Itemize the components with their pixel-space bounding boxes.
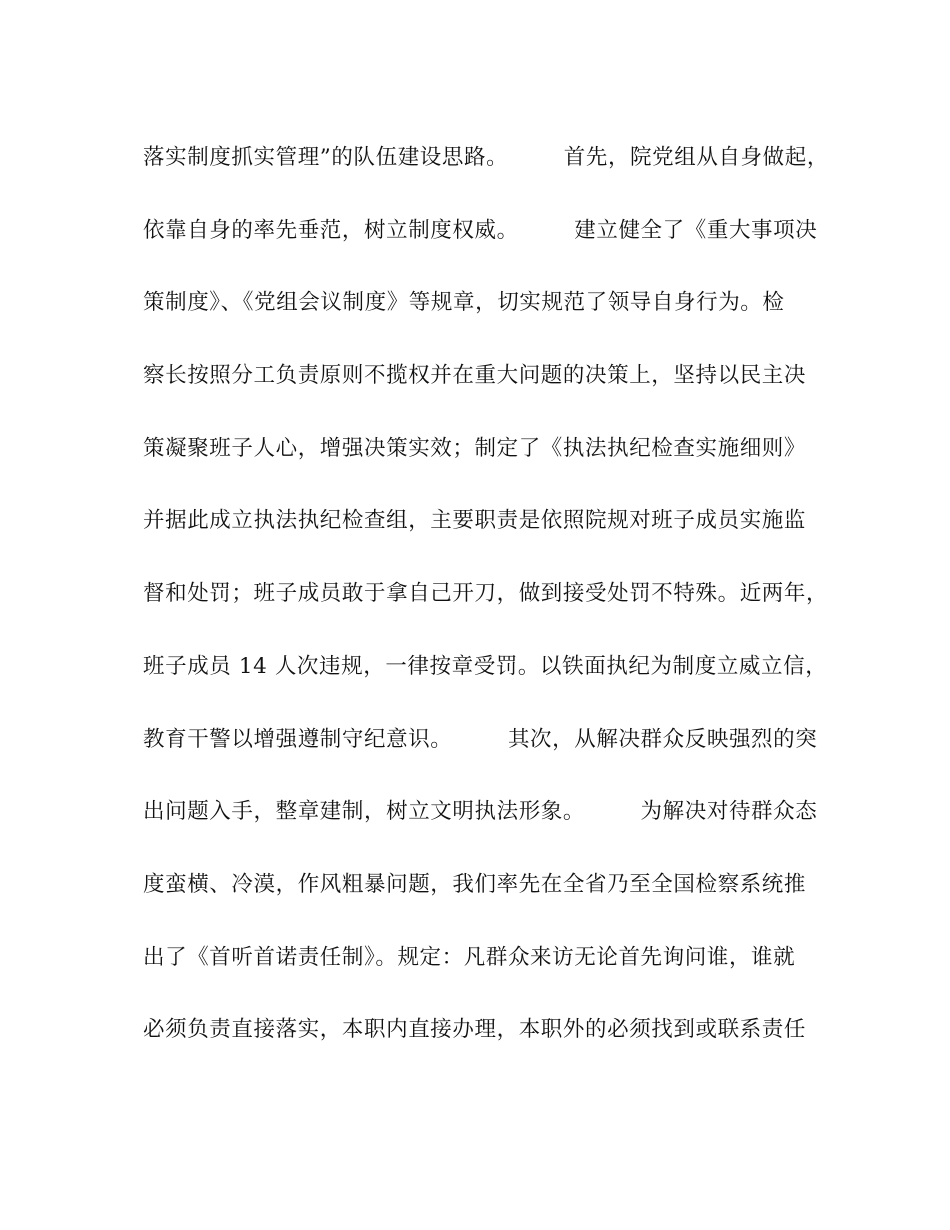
text-line: 督和处罚；班子成员敢于拿自己开刀，做到接受处罚不特殊。近两年，: [143, 581, 829, 607]
text-line: 并据此成立执法执纪检查组，主要职责是依照院规对班子成员实施监: [143, 508, 807, 534]
text-line: 出问题入手，整章建制，树立文明执法形象。 为解决对待群众态: [143, 799, 818, 825]
text-line: 度蛮横、冷漠，作风粗暴问题，我们率先在全省乃至全国检察系统推: [143, 871, 807, 897]
body-text: [143, 136, 829, 1081]
text-line: 察长按照分工负责原则不揽权并在重大问题的决策上，坚持以民主决: [143, 363, 807, 389]
text-line: 出了《首听首诺责任制》。规定：凡群众来访无论首先询问谁，谁就: [143, 944, 796, 970]
text-line: 策凝聚班子人心，增强决策实效；制定了《执法执纪检查实施细则》: [143, 435, 807, 461]
text-line: 必须负责直接落实，本职内直接办理，本职外的必须找到或联系责任: [143, 1017, 807, 1043]
text-line: 落实制度抓实管理”的队伍建设思路。 首先，院党组从自身做起，: [143, 145, 829, 170]
text-line: 教育干警以增强遵制守纪意识。 其次，从解决群众反映强烈的突: [143, 726, 818, 752]
text-line: 依靠自身的率先垂范，树立制度权威。 建立健全了《重大事项决: [143, 217, 818, 243]
text-line: 班子成员 14 人次违规，一律按章受罚。以铁面执纪为制度立威立信，: [143, 653, 828, 679]
text-line: 策制度》、《党组会议制度》等规章，切实规范了领导自身行为。检: [143, 290, 785, 316]
